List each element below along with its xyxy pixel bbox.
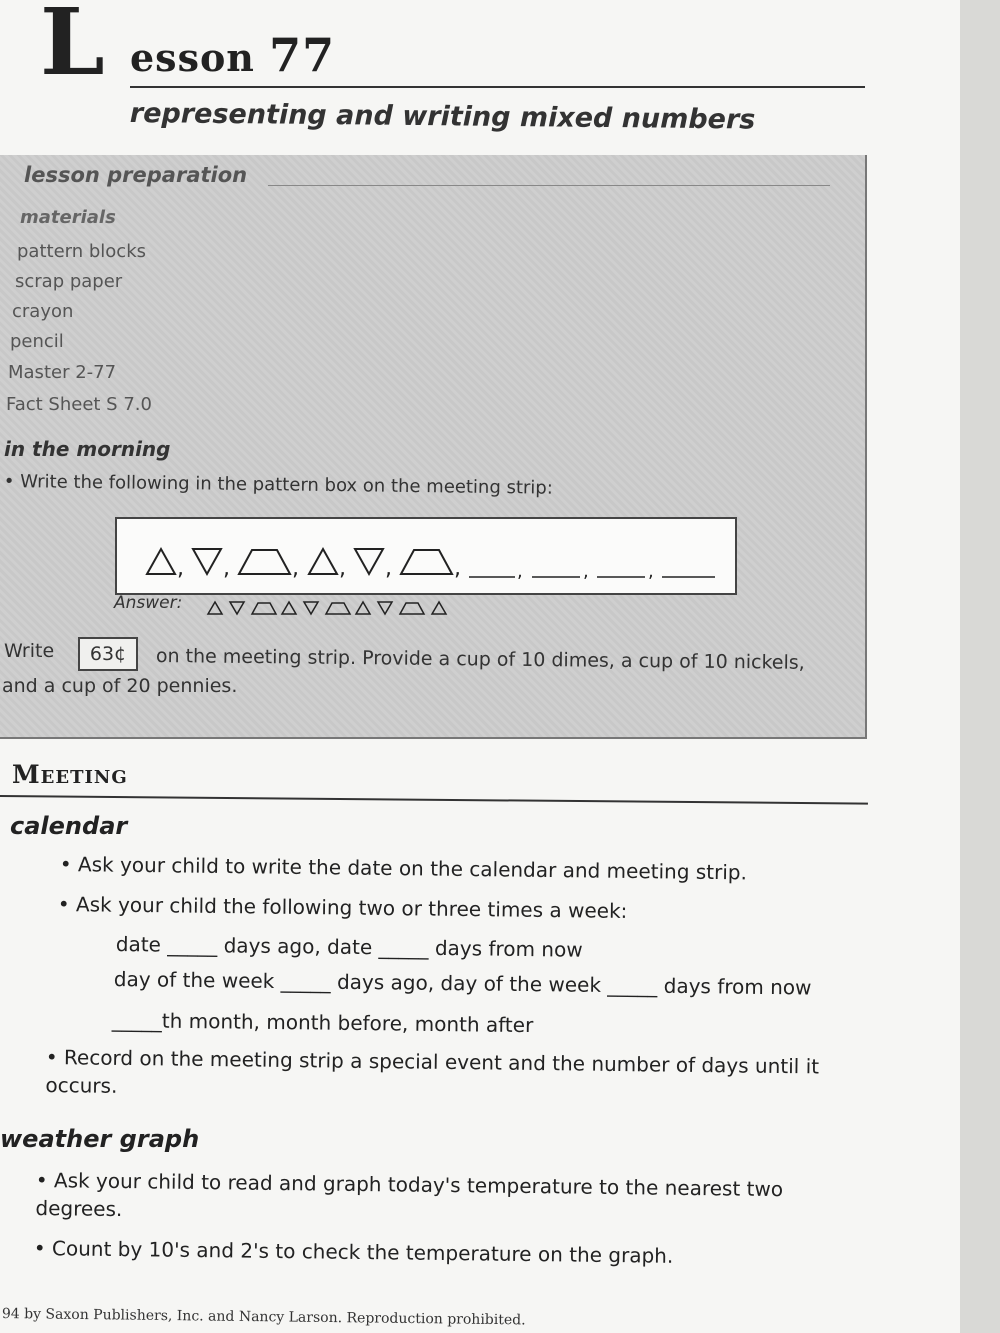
answer-trapezoid-icon [252,603,276,614]
pattern-triangle-down-icon [355,549,383,574]
pattern-comma: , [454,556,461,581]
material-item: pattern blocks [17,241,146,262]
pattern-trapezoid-icon [401,550,452,574]
lesson-subtitle: representing and writing mixed numbers [129,98,756,136]
answer-triangle-up-icon [356,602,370,614]
calendar-subline: _____th month, month before, month after [111,1008,534,1038]
calendar-heading: calendar [10,812,128,840]
write-instruction: on the meeting strip. Provide a cup of 10 dimes, a cup of 10 nickels, [155,645,805,674]
material-item: crayon [12,301,74,322]
answer-trapezoid-icon [400,603,424,614]
pattern-comma: , [385,556,392,581]
write-label: Write [4,640,55,662]
weather-bullet: • Count by 10's and 2's to check the temperature on the graph. [33,1236,674,1268]
meeting-heading: Meeting [12,760,128,789]
morning-instruction-text: Write the following in the pattern box on the meeting strip: [20,471,553,499]
weather-bullet-text: Count by 10's and 2's to check the temperature on the graph. [51,1236,674,1268]
lesson-title-word: esson [130,35,255,80]
coin-value-box: 63¢ [78,637,138,671]
calendar-subline: date _____ days ago, date _____ days from now [115,932,583,962]
calendar-bullet: • Ask your child to write the date on the calendar and meeting strip. [59,852,748,885]
answer-label: Answer: [114,593,183,613]
page-edge [960,0,1000,1333]
material-item: scrap paper [15,271,123,292]
calendar-bullet-text: Ask your child to write the date on the calendar and meeting strip. [77,852,748,885]
answer-trapezoid-icon [326,603,350,614]
pattern-comma: , [583,561,589,582]
material-item: pencil [10,331,64,352]
weather-bullet-text: Ask your child to read and graph today's temperature to the nearest two degrees. [35,1168,784,1222]
pattern-comma: , [517,561,523,582]
answer-triangle-up-icon [432,602,446,614]
pattern-box [115,517,737,595]
morning-heading: in the morning [4,437,171,461]
pattern-triangle-up-icon [147,549,175,574]
answer-triangle-up-icon [208,602,222,614]
lesson-number: 77 [269,28,336,82]
pattern-trapezoid-icon [239,550,290,574]
calendar-bullet-text: Record on the meeting strip a special event and the number of days until it occurs. [45,1045,820,1098]
answer-triangle-up-icon [282,602,296,614]
pattern-comma: , [292,556,299,581]
pattern-triangle-down-icon [193,549,221,574]
pattern-comma: , [648,561,654,582]
lesson-title [130,28,335,82]
pattern-comma: , [223,556,230,581]
lesson-initial: L [40,0,105,96]
title-rule [130,86,865,88]
pattern-comma: , [177,556,184,581]
materials-heading: materials [20,207,116,228]
material-item: Fact Sheet S 7.0 [6,394,152,415]
copyright-footer: 94 by Saxon Publishers, Inc. and Nancy Larson. Reproduction prohibited. [1,1306,526,1329]
morning-instruction: • Write the following in the pattern box on the meeting strip: [3,471,553,499]
answer-triangle-down-icon [378,602,392,614]
calendar-bullet: • Record on the meeting strip a special event and the number of days until it occurs. [45,1044,820,1098]
pattern-comma: , [339,556,346,581]
write-instruction-continued: and a cup of 20 pennies. [2,675,238,697]
lesson-preparation-heading: lesson preparation [24,163,248,187]
material-item: Master 2-77 [8,362,117,383]
lesson-preparation-box [0,155,867,739]
answer-triangle-down-icon [304,602,318,614]
weather-graph-heading: weather graph [0,1125,200,1153]
meeting-rule [0,795,868,805]
answer-sequence [206,597,476,619]
pattern-sequence [117,519,735,593]
pattern-triangle-up-icon [309,549,337,574]
weather-bullet: • Ask your child to read and graph today's temperature to the nearest two degrees. [35,1167,784,1222]
calendar-bullet: • Ask your child the following two or three times a week: [57,892,628,923]
calendar-bullet-text: Ask your child the following two or three times a week: [75,892,628,923]
calendar-subline: day of the week _____ days ago, day of the week _____ days from now [113,967,812,1000]
answer-triangle-down-icon [230,602,244,614]
prep-heading-rule [268,185,830,186]
